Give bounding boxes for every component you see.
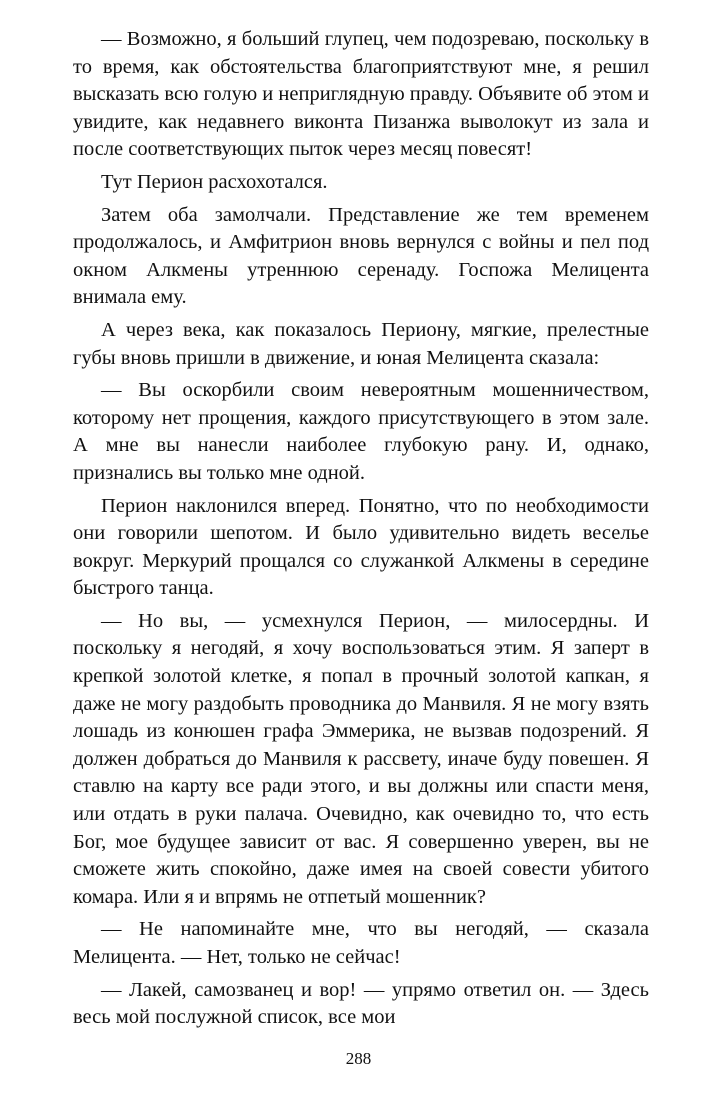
paragraph-4: А через века, как показалось Периону, мягкие, прелестные губы вновь пришли в движение, и юная Мелицента сказала: <box>73 318 649 369</box>
paragraph-7: — Но вы, — усмехнулся Перион, — милосердны. И поскольку я негодяй, я хочу воспользоваться этим. Я заперт в крепкой золотой клетке, я попал в прочный золотой капкан, я даже не могу раздобыть проводника до Манвиля. Я не могу взять лошадь из конюшен графа Эммерика, не вызвав подозрений. Я должен добраться до Манвиля к рассвету, иначе буду повешен. Я ставлю на карту все ради этого, и вы должны или спасти меня, или отдать в руки палача. Очевидно, как очевидно то, что есть Бог, мое будущее зависит от вас. Я совершенно уверен, вы не сможете жить спокойно, даже имея на своей совести убитого комара. Или я и впрямь не отпетый мошенник? <box>73 609 649 908</box>
paragraph-3: Затем оба замолчали. Представление же тем временем продолжалось, и Амфитрион вновь вернулся с войны и пел под окном Алкмены утреннюю серенаду. Госпожа Мелицента внимала ему. <box>73 203 649 309</box>
paragraph-8: — Не напоминайте мне, что вы негодяй, — сказала Мелицента. — Нет, только не сейчас! <box>73 918 649 968</box>
page-text <box>73 26 649 1037</box>
paragraph-6: Перион наклонился вперед. Понятно, что по необходимости они говорили шепотом. И было удивительно видеть веселье вокруг. Меркурий прощался со служанкой Алкмены в середине быстрого танца. <box>73 494 649 600</box>
paragraph-2: Тут Перион расхохотался. <box>101 170 328 193</box>
paragraph-1: — Возможно, я больший глупец, чем подозреваю, поскольку в то время, как обстоятельства благоприятствуют мне, я решил высказать всю голую и неприглядную правду. Объявите об этом и увидите, как недавнего виконта Пизанжа выволокут из зала и после соответствующих пыток через месяц повесят! <box>73 28 649 161</box>
paragraph-5: — Вы оскорбили своим невероятным мошенничеством, которому нет прощения, каждого присутствующего в этом зале. А мне вы нанесли наиболее глубокую рану. И, однако, признались вы только мне одной. <box>73 379 649 484</box>
paragraph-9: — Лакей, самозванец и вор! — упрямо ответил он. — Здесь весь мой послужной список, все мои <box>73 978 649 1029</box>
page-number: 288 <box>345 1049 372 1068</box>
